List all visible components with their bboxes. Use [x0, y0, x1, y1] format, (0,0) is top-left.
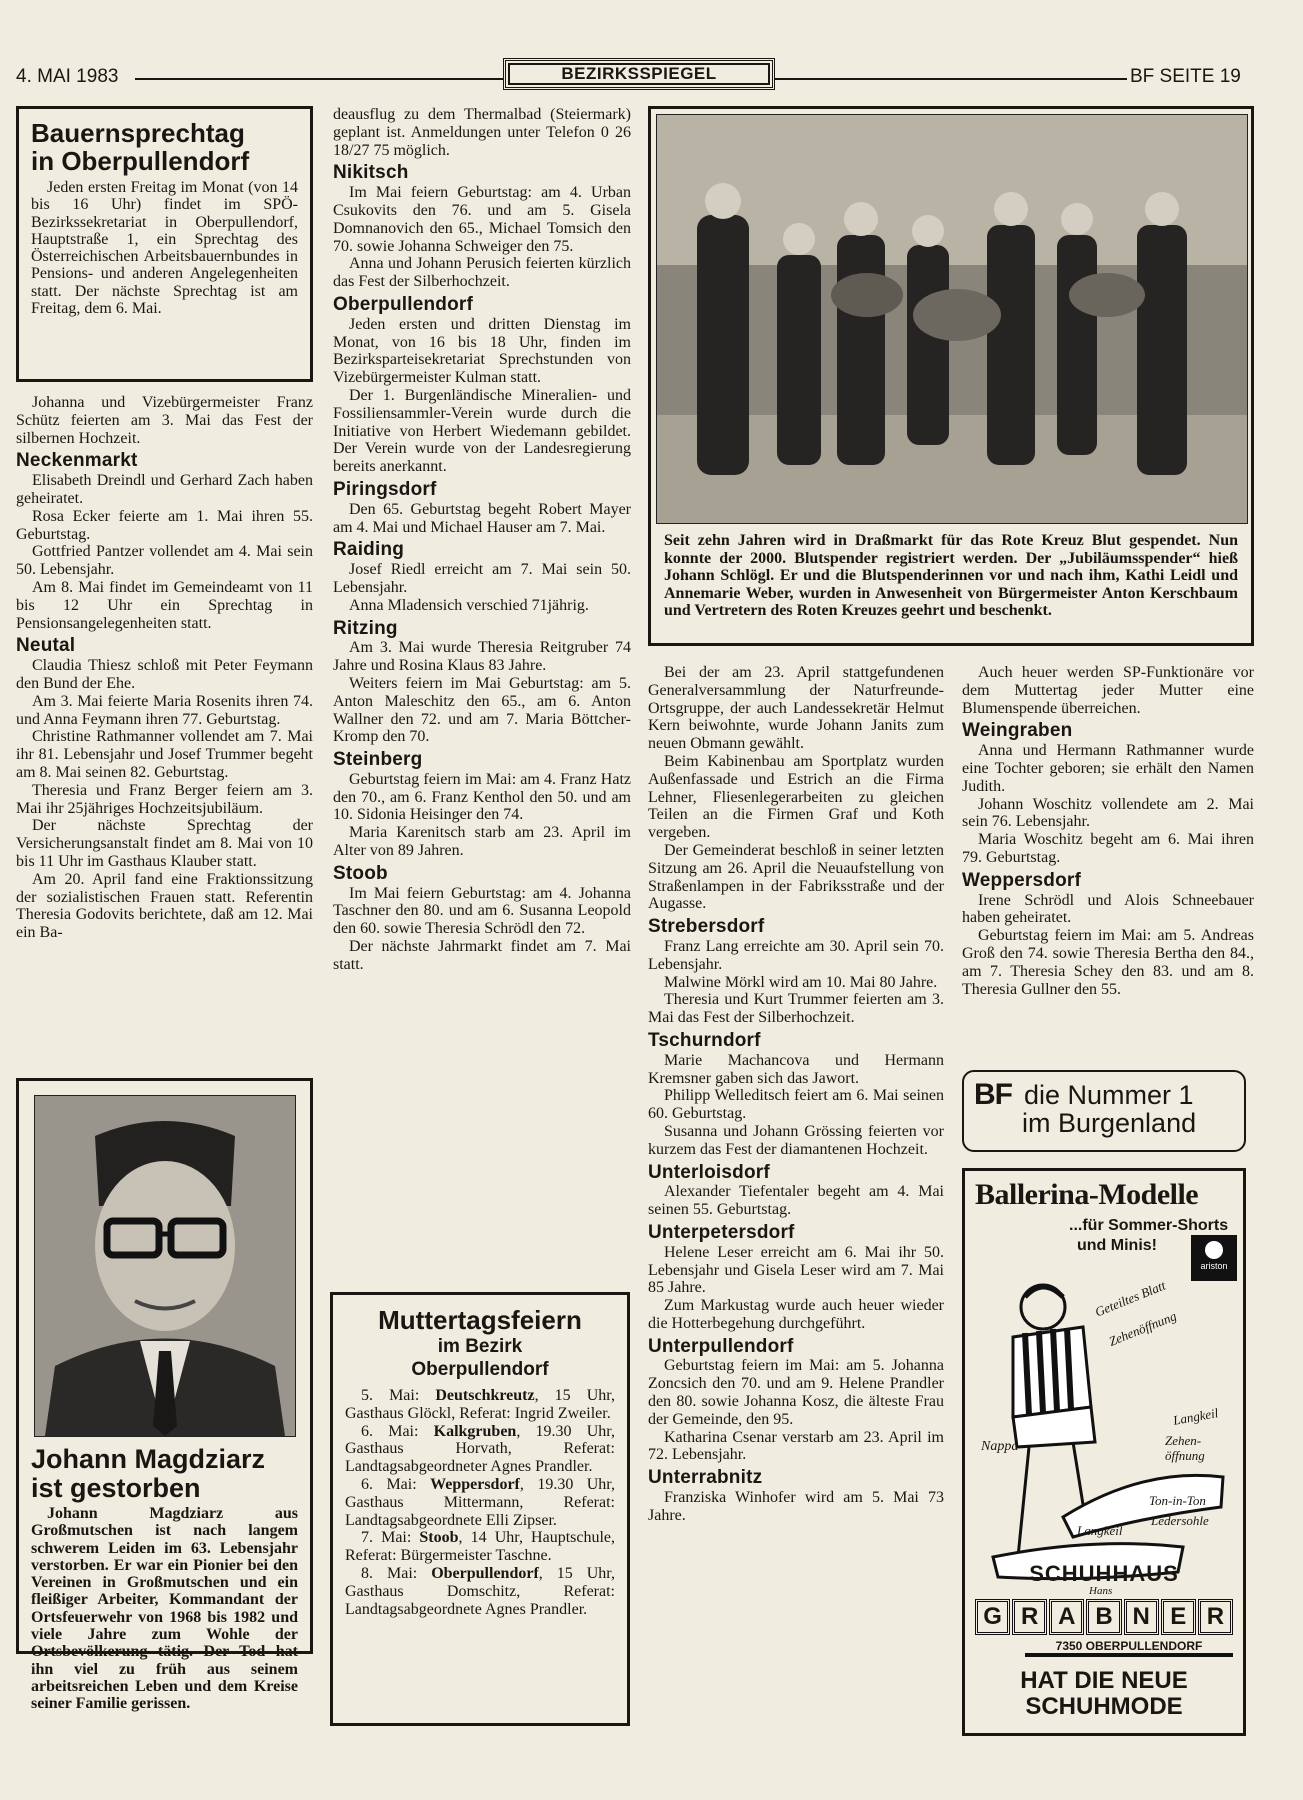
heading-weingraben: Weingraben [962, 720, 1073, 742]
paragraph: Susanna und Johann Grössing feierten vor kurzem das Fest der diamantenen Hochzeit. [648, 1122, 944, 1158]
paragraph: Rosa Ecker feierte am 1. Mai ihren 55. Geburtstag. [16, 507, 313, 543]
paragraph: Malwine Mörkl wird am 10. Mai 80 Jahre. [664, 973, 938, 991]
shoe-ad [962, 1168, 1246, 1736]
logo-letter: R [1012, 1599, 1047, 1635]
paragraph: Der nächste Jahrmarkt findet am 7. Mai statt. [333, 938, 631, 973]
note-zehenoeffnung: Zehenöffnung [1106, 1308, 1179, 1349]
slogan-l2: SCHUHMODE [1025, 1693, 1183, 1720]
muttertag-item: 6. Mai: Weppersdorf, 19.30 Uhr, Gasthaus Mittermann, Referat: Landtagsabgeordnete Elli Zipser. [345, 1475, 615, 1529]
paragraph: Der nächste Sprechtag der Versicherungsanstalt findet am 8. Mai von 10 bis 11 Uhr im Gasthaus Klauber statt. [16, 817, 313, 870]
header-section: BEZIRKSSPIEGEL [503, 58, 775, 90]
heading-ritzing: Ritzing [333, 617, 398, 639]
muttertag-item: 5. Mai: Deutschkreutz, 15 Uhr, Gasthaus Glöckl, Referat: Ingrid Zweiler. [345, 1387, 615, 1422]
heading-unterpullendorf: Unterpullendorf [648, 1335, 794, 1357]
paragraph: Alexander Tiefentaler begeht am 4. Mai seinen 55. Geburtstag. [648, 1183, 944, 1219]
paragraph: Christine Rathmanner vollendet am 7. Mai ihr 81. Lebensjahr und Josef Trummer begeht am 8. Mai seinen 82. Geburtstag. [16, 728, 313, 781]
paragraph: Anna und Hermann Rathmanner wurde eine Tochter geboren; sie erhält den Namen Judith. [962, 742, 1254, 795]
slogan-l1: HAT DIE NEUE [1020, 1667, 1188, 1694]
paragraph: Geburtstag feiern im Mai: am 5. Johanna Zoncsich den 70. und am 9. Helene Prandler den 80. sowie Johanna Kosz, die älteste Frau der Gemeinde, den 95. [648, 1357, 944, 1428]
box-bauernsprechtag-title-l2: in Oberpullendorf [31, 146, 250, 176]
logo-letter: B [1086, 1599, 1121, 1635]
paragraph: Marie Machancova und Hermann Kremsner gaben sich das Jawort. [648, 1051, 944, 1087]
muttertag-item: 8. Mai: Oberpullendorf, 15 Uhr, Gasthaus Domschitz, Referat: Landtagsabgeordnete Agnes Prandler. [345, 1564, 615, 1618]
heading-neutal: Neutal [16, 635, 76, 657]
obituary-title-l1: Johann Magdziarz [31, 1444, 266, 1474]
box-muttertagsfeiern [330, 1292, 630, 1726]
bf-ad-line2: im Burgenland [1022, 1108, 1197, 1138]
paragraph: Theresia und Kurt Trummer feierten am 3. Mai das Fest der Silberhochzeit. [648, 991, 944, 1027]
group-photo [656, 114, 1248, 524]
obituary-title-l2: ist gestorben [31, 1473, 201, 1503]
column-3 [648, 664, 944, 1525]
logo-letter: A [1049, 1599, 1084, 1635]
photo-box [648, 106, 1254, 646]
paragraph: Anna Mladensich verschied 71jährig. [349, 596, 589, 614]
heading-unterpetersdorf: Unterpetersdorf [648, 1221, 795, 1243]
paragraph: Am 3. Mai feierte Maria Rosenits ihren 74. und Anna Feymann ihren 77. Geburtstag. [16, 692, 313, 728]
muttertag-item: 6. Mai: Kalkgruben, 19.30 Uhr, Gasthaus Horvath, Referat: Landtagsabgeordneter Agnes Prandler. [345, 1422, 615, 1476]
muttertag-sub-l1: im Bezirk [437, 1336, 523, 1357]
paragraph: Franz Lang erreichte am 30. April sein 70. Lebensjahr. [648, 937, 944, 973]
heading-neckenmarkt: Neckenmarkt [16, 450, 138, 472]
column-1 [16, 394, 313, 942]
note-langkeil-1: Langkeil [1171, 1405, 1220, 1428]
heading-nikitsch: Nikitsch [333, 162, 409, 184]
paragraph: Johann Woschitz vollendete am 2. Mai sein 76. Lebensjahr. [962, 795, 1254, 831]
paragraph: Den 65. Geburtstag begeht Robert Mayer am 4. Mai und Michael Hauser am 7. Mai. [333, 500, 631, 536]
column-4 [962, 664, 1254, 998]
paragraph: Maria Woschitz begeht am 6. Mai ihren 79. Geburtstag. [962, 831, 1254, 866]
paragraph: Claudia Thiesz schloß mit Peter Feymann den Bund der Ehe. [16, 657, 313, 692]
col3-p1: Bei der am 23. April stattgefundenen Generalversammlung der Naturfreunde-Ortsgruppe, der auch Landessekretär Helmut Kern beiwohnte, wurde Johann Janits zum neuen Obmann gewählt. [648, 664, 944, 753]
heading-raiding: Raiding [333, 539, 405, 561]
portrait-illustration [35, 1096, 295, 1436]
col3-p3: Der Gemeinderat beschloß in seiner letzten Sitzung am 26. April die Neuaufstellung von Straßenlampen in der Fabriksstraße und der Augasse. [648, 841, 944, 913]
paragraph: Am 20. April fand eine Fraktionssitzung der sozialistischen Frauen statt. Referentin Theresia Godovits berichtete, daß am 12. Mai ein Ba- [16, 870, 313, 942]
paragraph: Geburtstag feiern im Mai: am 5. Andreas Groß den 74. sowie Theresia Bertha den 84., am 7. Theresia Schey den 83. und am 8. Theresia Gullner den 55. [962, 927, 1254, 998]
col1-intro: Johanna und Vizebürgermeister Franz Schütz feierten am 3. Mai das Fest der silbernen Hochzeit. [16, 394, 313, 447]
heading-unterrabnitz: Unterrabnitz [648, 1467, 763, 1489]
note-zehen-oeffnung: Zehen-öffnung [1165, 1433, 1205, 1463]
header-rule-right [775, 78, 1127, 80]
shoe-ad-headline: Ballerina-Modelle [975, 1178, 1199, 1211]
logo-letter: N [1124, 1599, 1159, 1635]
paragraph: Der 1. Burgenländische Mineralien- und Fossiliensammler-Verein wurde durch die Initiative von Herbert Wiedemann gebildet. Der Verein wurde von der Landesregierung bereits anerkannt. [333, 386, 631, 476]
logo-letter: E [1161, 1599, 1196, 1635]
shoe-ad-sub2: und Minis! [1077, 1237, 1157, 1254]
paragraph: Theresia und Franz Berger feiern am 3. Mai ihr 25jähriges Hochzeitsjubiläum. [16, 781, 313, 817]
paragraph: Weiters feiern im Mai Geburtstag: am 5. Anton Maleschitz den 65., am 6. Anton Wallner den 72. und am 7. Maria Böttcher-Kromp den 70. [333, 674, 631, 746]
grabner-logo [975, 1599, 1233, 1635]
muttertag-item: 7. Mai: Stoob, 14 Uhr, Hauptschule, Referat: Bürgermeister Taschne. [345, 1529, 616, 1565]
paragraph: Geburtstag feiern im Mai: am 4. Franz Hatz den 70., am 6. Franz Kenthol den 50. und am 10. Sidonia Heisinger den 74. [333, 770, 631, 824]
heading-strebersdorf: Strebersdorf [648, 916, 765, 938]
header-date: 4. MAI 1983 [16, 66, 119, 87]
note-geteiltes: Geteiltes Blatt [1092, 1277, 1168, 1320]
heading-oberpullendorf: Oberpullendorf [333, 293, 474, 315]
heading-stoob: Stoob [333, 862, 388, 884]
heading-unterloisdorf: Unterloisdorf [648, 1161, 770, 1183]
paragraph: Im Mai feiern Geburtstag: am 4. Urban Csukovits den 76. und am 5. Gisela Domnanovich den 65., Michael Tomsich den 70. sowie Johanna Schweiger den 75. [333, 184, 631, 255]
store-address: 7350 OBERPULLENDORF [1025, 1639, 1233, 1657]
store-name: SCHUHHAUS [1029, 1561, 1179, 1586]
paragraph: Philipp Welleditsch feiert am 6. Mai seinen 60. Geburtstag. [648, 1087, 944, 1123]
col4-p1: Auch heuer werden SP-Funktionäre vor dem Muttertag jeder Mutter eine Blumenspende überreichen. [962, 664, 1254, 717]
ariston-dot-icon [1205, 1241, 1223, 1259]
box-bauernsprechtag [16, 106, 313, 382]
box-bauernsprechtag-text: Jeden ersten Freitag im Monat (von 14 bis 16 Uhr) findet im SPÖ-Bezirkssekretariat in Oberpullendorf, Hauptstraße 1, ein Sprechtag des Österreichischen Arbeitsbauernbundes in Pensions- und anderen Angelegenheiten statt. Der nächste Sprechtag ist am Freitag, dem 6. Mai. [31, 179, 298, 318]
photo-caption: Seit zehn Jahren wird in Draßmarkt für das Rote Kreuz Blut gespendet. Nun konnte der 2000. Blutspender registriert werden. Der „Jubiläumsspender“ hieß Johann Schlögl. Er und die Blutspenderinnen vor und nach ihm, Kathi Leidl und Annemarie Weber, wurden in Anwesenheit von Bürgermeister Anton Kerschbaum und Vertretern des Roten Kreuzes geehrt und beschenkt. [664, 532, 1238, 620]
paragraph: Maria Karenitsch starb am 23. April im Alter von 89 Jahren. [333, 824, 631, 860]
column-2 [333, 106, 631, 974]
box-obituary [16, 1078, 313, 1713]
group-photo-illustration [657, 115, 1247, 523]
header-page: BF SEITE 19 [1130, 66, 1241, 87]
bf-ad-line1: die Nummer 1 [1024, 1080, 1194, 1110]
note-nappa: Nappa [981, 1439, 1019, 1454]
paragraph: Gottfried Pantzer vollendet am 4. Mai sein 50. Lebensjahr. [16, 543, 313, 579]
muttertag-subtitle [345, 1335, 615, 1381]
col3-p2: Beim Kabinenbau am Sportplatz wurden Außenfassade und Estrich an die Firma Lehner, Fliesenlegerarbeiten zu gleichen Teilen an die Firmen Graf und Koth vergeben. [648, 752, 944, 842]
portrait-photo [34, 1095, 296, 1437]
logo-letter: R [1198, 1599, 1233, 1635]
note-ton-in-ton: Ton-in-Ton [1149, 1493, 1206, 1508]
paragraph: Franziska Winhofer wird am 5. Mai 73 Jahre. [648, 1489, 944, 1524]
logo-letter: G [975, 1599, 1010, 1635]
paragraph: Am 8. Mai findet im Gemeindeamt von 11 bis 12 Uhr ein Sprechtag in Pensionsangelegenheiten statt. [16, 578, 313, 632]
store-owner-first: Hans [1089, 1585, 1113, 1597]
box-bauernsprechtag-title-l1: Bauernsprechtag [31, 118, 245, 148]
paragraph: Zum Markustag wurde auch heuer wieder die Hotterbegehung durchgeführt. [648, 1297, 944, 1332]
heading-steinberg: Steinberg [333, 749, 423, 771]
paragraph: Irene Schrödl und Alois Schneebauer haben geheiratet. [962, 891, 1254, 927]
paragraph: Anna und Johann Perusich feierten kürzlich das Fest der Silberhochzeit. [333, 255, 631, 291]
bf-logo: BF [974, 1078, 1012, 1111]
paragraph: Am 3. Mai wurde Theresia Reitgruber 74 Jahre und Rosina Klaus 83 Jahre. [333, 639, 631, 675]
paragraph: Jeden ersten und dritten Dienstag im Monat, von 16 bis 18 Uhr, finden im Bezirksparteisekretariat Sprechstunden von Vizebürgermeister Kulman statt. [333, 315, 631, 387]
muttertag-sub-l2: Oberpullendorf [411, 1359, 549, 1380]
col2-continued: deausflug zu dem Thermalbad (Steiermark) geplant ist. Anmeldungen unter Telefon 0 26 18/27 75 möglich. [333, 106, 631, 159]
paragraph: Josef Riedl erreicht am 7. Mai sein 50. Lebensjahr. [333, 561, 631, 596]
header-rule-left [135, 78, 503, 80]
note-langkeil-2: Langkeil [1077, 1523, 1123, 1538]
paragraph: Im Mai feiern Geburtstag: am 4. Johanna Taschner den 80. und am 6. Susanna Leopold den 60. sowie Theresia Schrödl den 72. [333, 884, 631, 938]
heading-piringsdorf: Piringsdorf [333, 478, 437, 500]
obituary-title [31, 1445, 298, 1503]
bf-ad [962, 1070, 1246, 1152]
box-bauernsprechtag-title [31, 119, 298, 175]
note-ledersohle: Ledersohle [1151, 1513, 1209, 1528]
paragraph: Katharina Csenar verstarb am 23. April im 72. Lebensjahr. [648, 1428, 944, 1464]
shoe-ad-sub1: ...für Sommer-Shorts [1069, 1217, 1229, 1234]
obituary-text: Johann Magdziarz aus Großmutschen ist nach langem schwerem Leiden im 63. Lebensjahr verstorben. Er war ein Pionier bei den Vereinen in Großmutschen und ein fleißiger Arbeiter, Kommandant der Ortsfeuerwehr von 1968 bis 1982 und viele Jahre zum Wohle der Ortsbevölkerung tätig. Der Tod hat ihn viel zu früh aus seinem arbeitsreichen Leben und dem Kreise seiner Familie gerissen. [31, 1505, 298, 1713]
paragraph: Helene Leser erreicht am 6. Mai ihr 50. Lebensjahr und Gisela Leser wird am 7. Mai 85 Jahre. [648, 1243, 944, 1297]
muttertag-title: Muttertagsfeiern [378, 1305, 582, 1335]
heading-weppersdorf: Weppersdorf [962, 869, 1082, 891]
ariston-label: ariston [1200, 1261, 1228, 1271]
heading-tschurndorf: Tschurndorf [648, 1029, 761, 1051]
paragraph: Elisabeth Dreindl und Gerhard Zach haben geheiratet. [16, 472, 313, 507]
